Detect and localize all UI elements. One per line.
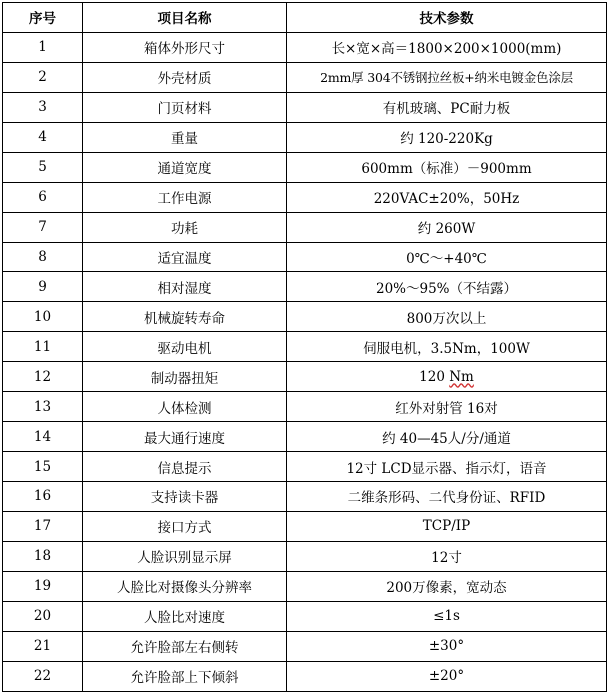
table-row — [3, 362, 607, 392]
table-row — [3, 511, 607, 541]
row-name: 适宜温度 — [83, 242, 287, 272]
table-row — [3, 272, 607, 302]
row-name: 功耗 — [83, 212, 287, 242]
row-name: 信息提示 — [83, 452, 287, 482]
row-value: 12寸 — [287, 541, 607, 571]
row-no: 13 — [3, 392, 83, 422]
row-name: 人体检测 — [83, 392, 287, 422]
table-row — [3, 242, 607, 272]
row-value: TCP/IP — [287, 511, 607, 541]
row-name: 允许脸部上下倾斜 — [83, 661, 287, 691]
row-name: 相对湿度 — [83, 272, 287, 302]
row-no: 6 — [3, 182, 83, 212]
row-value: ≤1s — [287, 601, 607, 631]
row-name: 箱体外形尺寸 — [83, 32, 287, 62]
row-value: 0℃～+40℃ — [287, 242, 607, 272]
table-row — [3, 541, 607, 571]
row-no: 14 — [3, 422, 83, 452]
table-row — [3, 302, 607, 332]
row-value: 200万像素，宽动态 — [287, 571, 607, 601]
row-no: 15 — [3, 452, 83, 482]
row-name: 工作电源 — [83, 182, 287, 212]
row-value: 600mm（标准）－900mm — [287, 152, 607, 182]
table-row — [3, 631, 607, 661]
table-row — [3, 62, 607, 92]
table-row — [3, 182, 607, 212]
header-value: 技术参数 — [287, 3, 607, 33]
row-no: 4 — [3, 122, 83, 152]
row-value: ±20° — [287, 661, 607, 691]
row-name: 重量 — [83, 122, 287, 152]
table-row — [3, 571, 607, 601]
table-row — [3, 392, 607, 422]
row-no: 10 — [3, 302, 83, 332]
row-value: 长×宽×高＝1800×200×1000(mm) — [287, 32, 607, 62]
table-header-row — [3, 3, 607, 33]
row-value: ±30° — [287, 631, 607, 661]
torque-unit: Nm — [449, 368, 474, 385]
table-row — [3, 212, 607, 242]
table-row — [3, 661, 607, 691]
row-name: 人脸比对速度 — [83, 601, 287, 631]
row-no: 11 — [3, 332, 83, 362]
row-value: 二维条形码、二代身份证、RFID — [287, 482, 607, 512]
row-value: 2mm厚 304不锈钢拉丝板+纳米电镀金色涂层 — [287, 62, 607, 92]
row-name: 支持读卡器 — [83, 482, 287, 512]
row-name: 外壳材质 — [83, 62, 287, 92]
row-value: 约 120-220Kg — [287, 122, 607, 152]
header-name: 项目名称 — [83, 3, 287, 33]
row-name: 通道宽度 — [83, 152, 287, 182]
row-value: 12寸 LCD显示器、指示灯，语音 — [287, 452, 607, 482]
table-row — [3, 482, 607, 512]
row-name: 门页材料 — [83, 92, 287, 122]
row-no: 18 — [3, 541, 83, 571]
row-value: 有机玻璃、PC耐力板 — [287, 92, 607, 122]
row-value: 800万次以上 — [287, 302, 607, 332]
table-row — [3, 332, 607, 362]
row-name: 最大通行速度 — [83, 422, 287, 452]
row-no: 9 — [3, 272, 83, 302]
row-name: 驱动电机 — [83, 332, 287, 362]
row-no: 12 — [3, 362, 83, 392]
row-no: 22 — [3, 661, 83, 691]
table-row — [3, 422, 607, 452]
table-row — [3, 152, 607, 182]
row-no: 17 — [3, 511, 83, 541]
row-name: 制动器扭矩 — [83, 362, 287, 392]
header-no: 序号 — [3, 3, 83, 33]
row-value: 220VAC±20%，50Hz — [287, 182, 607, 212]
row-name: 人脸识别显示屏 — [83, 541, 287, 571]
table-row — [3, 452, 607, 482]
row-value: 伺服电机，3.5Nm，100W — [287, 332, 607, 362]
row-no: 2 — [3, 62, 83, 92]
row-name: 机械旋转寿命 — [83, 302, 287, 332]
spec-table — [2, 2, 607, 692]
row-no: 3 — [3, 92, 83, 122]
row-value — [287, 362, 607, 392]
row-value: 红外对射管 16对 — [287, 392, 607, 422]
row-value: 约 260W — [287, 212, 607, 242]
row-no: 7 — [3, 212, 83, 242]
row-no: 8 — [3, 242, 83, 272]
table-row — [3, 122, 607, 152]
row-no: 1 — [3, 32, 83, 62]
row-no: 21 — [3, 631, 83, 661]
row-no: 5 — [3, 152, 83, 182]
table-row — [3, 32, 607, 62]
row-no: 20 — [3, 601, 83, 631]
row-no: 19 — [3, 571, 83, 601]
row-name: 接口方式 — [83, 511, 287, 541]
torque-number: 120 — [419, 368, 445, 385]
table-row — [3, 601, 607, 631]
row-value: 20%～95%（不结露） — [287, 272, 607, 302]
row-name: 允许脸部左右侧转 — [83, 631, 287, 661]
row-value: 约 40—45人/分/通道 — [287, 422, 607, 452]
row-name: 人脸比对摄像头分辨率 — [83, 571, 287, 601]
row-no: 16 — [3, 482, 83, 512]
table-row — [3, 92, 607, 122]
